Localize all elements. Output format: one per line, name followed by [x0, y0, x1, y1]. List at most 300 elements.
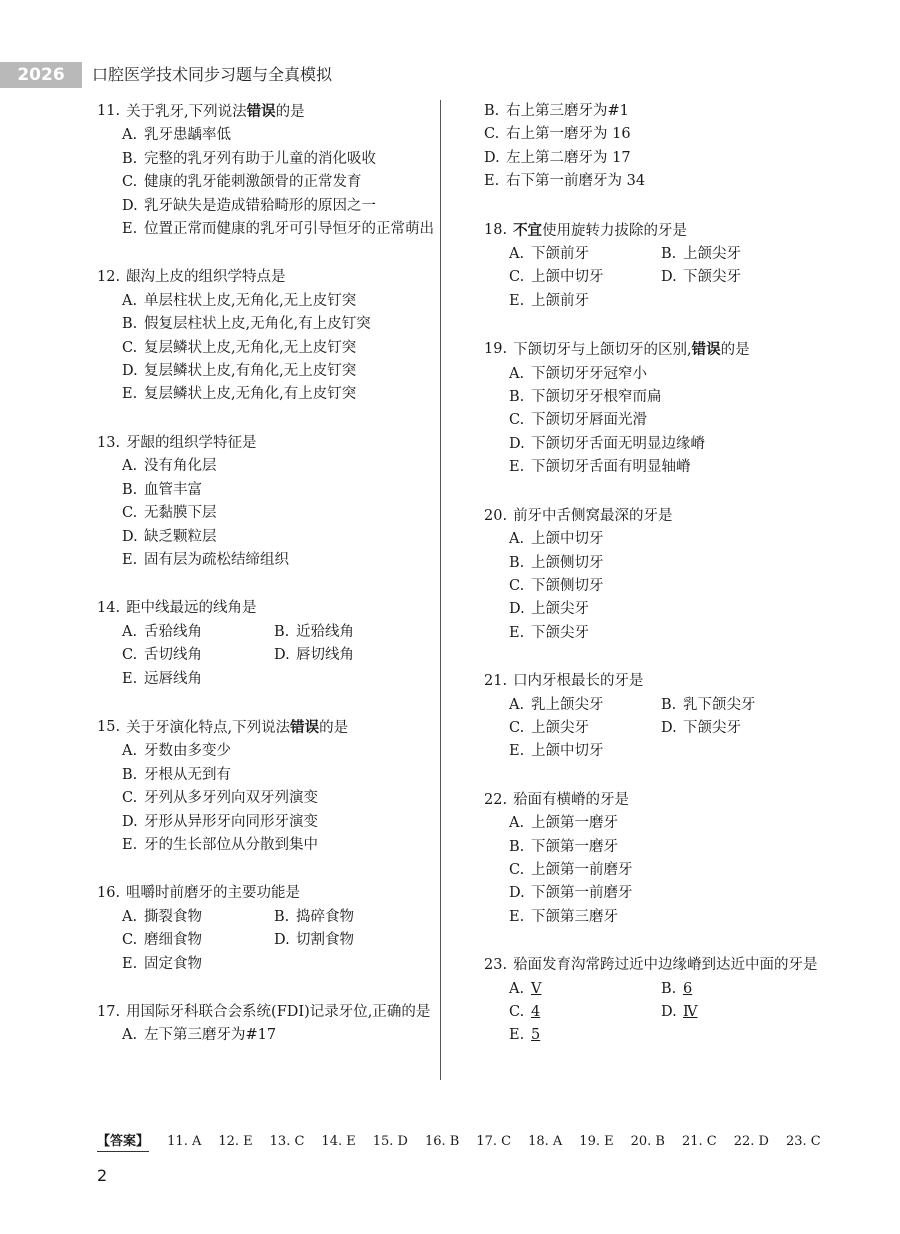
stem-text: 关于乳牙,下列说法	[126, 104, 247, 120]
question-number: 15.	[97, 718, 121, 735]
option-item	[509, 386, 829, 409]
option-letter: C.	[122, 932, 138, 949]
option-item	[122, 668, 424, 691]
stem-text: 的是	[275, 104, 305, 120]
option-text: 上颌中切牙	[531, 269, 604, 286]
option-letter: C.	[122, 505, 138, 522]
option-text: 固有层为疏松结缔组织	[144, 551, 289, 568]
option-letter: A.	[509, 365, 525, 382]
option-item	[509, 575, 829, 598]
question-text	[126, 100, 442, 124]
option-text: 上颌侧切牙	[531, 554, 604, 571]
option-item	[122, 906, 274, 929]
stem-text: 𬌗面发育沟常跨过近中边缘嵴到达近中面的牙是	[513, 957, 818, 974]
option-letter: C.	[122, 174, 138, 191]
stem-emphasis: 错误	[691, 341, 721, 359]
question-item	[97, 882, 442, 976]
option-text: 复层鳞状上皮,无角化,无上皮钉突	[144, 339, 357, 356]
stem-text: 咀嚼时前磨牙的主要功能是	[126, 885, 301, 902]
right-column	[484, 100, 829, 1073]
question-stem	[97, 1001, 442, 1024]
option-text: 左上第二磨牙为 17	[506, 149, 631, 166]
option-text: 位置正常而健康的乳牙可引导恒牙的正常萌出	[144, 221, 434, 238]
option-item	[509, 694, 661, 717]
option-letter: B.	[122, 766, 138, 783]
option-text: 牙列从多牙列向双牙列演变	[144, 790, 318, 807]
option-item	[122, 455, 442, 478]
option-item	[484, 123, 829, 146]
option-list	[509, 528, 829, 645]
question-stem	[484, 954, 829, 977]
option-item	[661, 978, 811, 1001]
option-text: 右下第一前磨牙为 34	[506, 173, 646, 190]
question-text	[513, 505, 829, 528]
option-text: 切割食物	[296, 932, 354, 949]
answer-key-label: 【答案】	[97, 1134, 149, 1152]
stem-text: 𬌗面有横嵴的牙是	[513, 791, 630, 808]
stem-emphasis: 错误	[290, 718, 320, 736]
question-item	[97, 1001, 442, 1048]
question-text	[126, 432, 442, 455]
option-item	[122, 290, 442, 313]
option-text: 上颌中切牙	[531, 743, 604, 760]
option-letter: D.	[509, 601, 525, 618]
option-item	[509, 882, 829, 905]
option-text: 6	[683, 980, 693, 997]
question-number: 22.	[484, 791, 508, 808]
option-letter: E.	[122, 386, 138, 403]
question-text	[513, 954, 829, 977]
option-item	[122, 621, 274, 644]
option-item	[509, 433, 829, 456]
option-letter: C.	[509, 861, 525, 878]
answer-item: 20. B	[630, 1134, 665, 1149]
question-text	[513, 789, 829, 812]
stem-text: 的是	[720, 342, 750, 359]
stem-text: 关于牙演化特点,下列说法	[126, 719, 291, 736]
option-text: 上颌前牙	[531, 292, 589, 309]
option-letter: C.	[509, 269, 525, 286]
question-text	[126, 716, 442, 740]
question-number: 17.	[97, 1004, 121, 1020]
option-letter: D.	[661, 269, 677, 286]
option-list	[509, 243, 829, 313]
question-number: 20.	[484, 507, 508, 524]
option-text: 下颌尖牙	[683, 269, 741, 286]
option-item	[122, 383, 442, 406]
option-letter: A.	[122, 458, 138, 475]
option-item	[122, 811, 442, 834]
option-list	[122, 1024, 442, 1047]
option-text: 舌𬌗线角	[144, 623, 202, 640]
option-text: 下颌切牙舌面有明显轴嵴	[531, 459, 691, 476]
option-list	[484, 100, 829, 194]
question-item	[97, 266, 442, 406]
option-item	[122, 740, 442, 763]
option-letter: D.	[122, 813, 138, 830]
option-letter: D.	[274, 932, 290, 949]
option-letter: D.	[122, 197, 138, 214]
option-text: Ⅴ	[531, 980, 542, 997]
option-text: 下颌前牙	[531, 246, 589, 263]
option-item	[122, 953, 424, 976]
option-letter: C.	[509, 719, 525, 736]
left-column	[97, 100, 442, 1073]
option-text: 没有角化层	[144, 458, 217, 475]
option-text: 右上第一磨牙为 16	[506, 126, 631, 143]
option-text: 牙根从无到有	[144, 766, 231, 783]
option-letter: C.	[509, 1004, 525, 1020]
option-letter: A.	[122, 623, 138, 640]
question-stem	[484, 670, 829, 693]
option-letter: C.	[122, 339, 138, 356]
option-item	[122, 360, 442, 383]
stem-emphasis: 错误	[246, 103, 276, 120]
option-text: 下颌切牙舌面无明显边缘嵴	[531, 435, 705, 452]
question-17-continued	[484, 100, 829, 194]
option-letter: A.	[509, 696, 525, 713]
option-item	[122, 644, 274, 667]
option-letter: E.	[509, 1027, 525, 1044]
option-letter: C.	[122, 790, 138, 807]
option-letter: D.	[484, 149, 500, 166]
option-item	[484, 147, 829, 170]
option-letter: E.	[509, 908, 525, 925]
question-stem	[97, 266, 442, 289]
question-text	[126, 597, 442, 620]
option-text: 左下第三磨牙为#17	[144, 1027, 277, 1044]
option-letter: D.	[661, 1004, 677, 1020]
option-item	[274, 929, 424, 952]
option-text: 5	[531, 1027, 541, 1044]
option-item	[122, 218, 442, 241]
stem-text: 距中线最远的线角是	[126, 600, 257, 617]
option-item	[509, 859, 829, 882]
option-item	[661, 266, 811, 289]
answer-item: 15. D	[372, 1134, 408, 1149]
question-text	[126, 882, 442, 905]
option-text: Ⅳ	[683, 1004, 698, 1020]
option-letter: D.	[122, 528, 138, 545]
option-letter: B.	[661, 696, 677, 713]
question-number: 14.	[97, 600, 121, 617]
option-text: 上颌第一前磨牙	[531, 861, 633, 878]
stem-text: 的是	[319, 719, 349, 736]
option-text: 撕裂食物	[144, 908, 202, 925]
option-item	[122, 124, 442, 147]
option-letter: D.	[661, 719, 677, 736]
option-item	[274, 644, 424, 667]
page-number: 2	[97, 1166, 108, 1185]
option-text: 乳牙患龋率低	[144, 127, 231, 144]
answer-item: 23. C	[785, 1134, 821, 1149]
option-text: 远唇线角	[144, 670, 202, 687]
option-item	[122, 313, 442, 336]
option-item	[509, 812, 829, 835]
option-text: 上颌尖牙	[683, 246, 741, 263]
option-list	[509, 363, 829, 480]
option-item	[509, 552, 829, 575]
option-letter: B.	[122, 150, 138, 167]
question-text	[513, 670, 829, 693]
option-item	[122, 787, 442, 810]
option-item	[509, 409, 829, 432]
book-title: 口腔医学技术同步习题与全真模拟	[92, 65, 333, 84]
option-text: 牙的生长部位从分散到集中	[144, 836, 318, 853]
option-text: 上颌尖牙	[531, 601, 589, 618]
option-list	[122, 621, 442, 691]
option-item	[484, 100, 829, 123]
option-item	[509, 717, 661, 740]
option-list	[122, 740, 442, 857]
option-letter: A.	[122, 743, 138, 760]
question-item	[484, 338, 829, 479]
option-letter: E.	[509, 624, 525, 641]
question-stem	[97, 882, 442, 905]
answer-item: 22. D	[733, 1134, 769, 1149]
stem-text: 牙龈的组织学特征是	[126, 434, 257, 451]
option-item	[509, 978, 661, 1001]
option-text: 缺乏颗粒层	[144, 528, 217, 545]
question-number: 13.	[97, 434, 121, 451]
option-item	[661, 1001, 811, 1024]
question-item	[484, 505, 829, 645]
option-item	[509, 528, 829, 551]
option-letter: E.	[484, 173, 500, 190]
option-item	[122, 479, 442, 502]
option-letter: E.	[509, 459, 525, 476]
option-list	[122, 290, 442, 407]
question-stem	[484, 219, 829, 243]
option-item	[274, 906, 424, 929]
question-text	[513, 338, 829, 362]
option-letter: D.	[509, 885, 525, 902]
option-text: 下颌第三磨牙	[531, 908, 618, 925]
option-letter: A.	[122, 1027, 138, 1044]
option-letter: C.	[122, 647, 138, 664]
option-letter: D.	[122, 363, 138, 380]
option-text: 乳牙缺失是造成错𬌗畸形的原因之一	[144, 197, 376, 214]
option-text: 下颌切牙牙根窄而扁	[531, 389, 662, 406]
question-number: 12.	[97, 269, 121, 286]
option-item	[509, 456, 829, 479]
stem-text: 龈沟上皮的组织学特点是	[126, 269, 286, 286]
option-list	[509, 694, 829, 764]
option-letter: C.	[484, 126, 500, 143]
option-list	[122, 124, 442, 241]
year-tab: 2026	[0, 62, 82, 88]
option-item	[509, 598, 829, 621]
option-item	[122, 764, 442, 787]
question-number: 11.	[97, 103, 121, 119]
option-item	[122, 148, 442, 171]
option-list	[122, 455, 442, 572]
option-letter: B.	[661, 980, 677, 997]
option-text: 牙形从异形牙向同形牙演变	[144, 813, 318, 830]
question-stem	[484, 789, 829, 812]
question-item	[97, 597, 442, 691]
option-text: 上颌中切牙	[531, 531, 604, 548]
question-stem	[97, 100, 442, 124]
question-item	[97, 432, 442, 572]
question-item	[484, 789, 829, 929]
option-item	[661, 717, 811, 740]
option-text: 乳下颌尖牙	[683, 696, 756, 713]
option-letter: B.	[484, 103, 500, 119]
option-text: 捣碎食物	[296, 908, 354, 925]
option-letter: B.	[274, 908, 290, 925]
option-item	[509, 266, 661, 289]
stem-text: 口内牙根最长的牙是	[513, 673, 644, 690]
stem-text: 下颌切牙与上颌切牙的区别,	[513, 342, 692, 359]
option-item	[509, 243, 661, 266]
option-item	[274, 621, 424, 644]
question-number: 21.	[484, 673, 508, 690]
question-number: 16.	[97, 885, 121, 902]
question-text	[126, 1001, 442, 1024]
option-list	[509, 978, 829, 1048]
option-letter: A.	[122, 292, 138, 309]
question-stem	[97, 432, 442, 455]
option-letter: B.	[509, 838, 525, 855]
option-letter: D.	[509, 435, 525, 452]
option-item	[122, 526, 442, 549]
option-text: 牙数由多变少	[144, 743, 231, 760]
option-text: 上颌第一磨牙	[531, 815, 618, 832]
stem-emphasis: 不宜	[513, 221, 543, 239]
stem-text: 用国际牙科联合会系统(FDI)记录牙位,正确的是	[126, 1004, 431, 1020]
option-item	[509, 836, 829, 859]
option-text: 下颌尖牙	[531, 624, 589, 641]
option-text: 下颌第一前磨牙	[531, 885, 633, 902]
option-list	[122, 906, 442, 976]
option-letter: E.	[122, 955, 138, 972]
option-letter: C.	[509, 412, 525, 429]
option-item	[509, 1024, 811, 1047]
option-text: 舌切线角	[144, 647, 202, 664]
option-text: 下颌尖牙	[683, 719, 741, 736]
question-stem	[97, 597, 442, 620]
option-text: 磨细食物	[144, 932, 202, 949]
option-item	[122, 549, 442, 572]
answer-item: 18. A	[528, 1134, 563, 1149]
option-letter: B.	[661, 246, 677, 263]
stem-text: 前牙中舌侧窝最深的牙是	[513, 507, 673, 524]
option-letter: A.	[509, 246, 525, 263]
answer-key	[97, 1130, 877, 1154]
answer-item: 13. C	[269, 1134, 305, 1149]
option-text: 复层鳞状上皮,有角化,无上皮钉突	[144, 363, 357, 380]
question-item	[97, 100, 442, 241]
option-item	[122, 195, 442, 218]
option-list	[509, 812, 829, 929]
answer-item: 12. E	[218, 1134, 253, 1149]
option-text: 下颌切牙唇面光滑	[531, 412, 647, 429]
option-text: 唇切线角	[296, 647, 354, 664]
option-item	[509, 622, 829, 645]
option-text: 近𬌗线角	[296, 623, 354, 640]
option-text: 下颌第一磨牙	[531, 838, 618, 855]
option-text: 完整的乳牙列有助于儿童的消化吸收	[144, 150, 376, 167]
answer-item: 16. B	[424, 1134, 460, 1149]
option-text: 复层鳞状上皮,无角化,有上皮钉突	[144, 386, 357, 403]
option-text: 右上第三磨牙为#1	[506, 103, 629, 119]
option-letter: B.	[509, 554, 525, 571]
option-item	[509, 906, 829, 929]
option-item	[661, 694, 811, 717]
question-item	[484, 670, 829, 764]
option-letter: E.	[122, 836, 138, 853]
option-letter: A.	[509, 815, 525, 832]
option-letter: A.	[509, 980, 525, 997]
option-item	[509, 363, 829, 386]
option-letter: B.	[122, 481, 138, 498]
answer-item: 21. C	[681, 1134, 717, 1149]
option-item	[122, 171, 442, 194]
option-item	[661, 243, 811, 266]
option-item	[122, 834, 442, 857]
option-letter: E.	[122, 551, 138, 568]
option-letter: D.	[274, 647, 290, 664]
option-text: 上颌尖牙	[531, 719, 589, 736]
option-text: 固定食物	[144, 955, 202, 972]
question-number: 18.	[484, 221, 508, 238]
option-text: 无黏膜下层	[144, 505, 217, 522]
answer-item: 19. E	[579, 1134, 614, 1149]
option-item	[122, 929, 274, 952]
option-item	[122, 337, 442, 360]
page-header	[0, 62, 900, 88]
option-text: 单层柱状上皮,无角化,无上皮钉突	[144, 292, 357, 309]
option-letter: A.	[122, 908, 138, 925]
question-stem	[484, 505, 829, 528]
option-letter: A.	[122, 127, 138, 144]
question-number: 19.	[484, 341, 508, 358]
option-item	[509, 1001, 661, 1024]
column-divider	[440, 100, 441, 1080]
option-text: 4	[531, 1004, 541, 1020]
stem-text: 使用旋转力拔除的牙是	[542, 222, 688, 239]
option-text: 健康的乳牙能刺激颌骨的正常发育	[144, 174, 362, 191]
option-letter: E.	[509, 292, 525, 309]
option-text: 下颌切牙牙冠窄小	[531, 365, 647, 382]
question-stem	[484, 338, 829, 362]
question-number: 23.	[484, 957, 508, 974]
option-letter: E.	[122, 670, 138, 687]
question-item	[484, 954, 829, 1048]
option-letter: B.	[122, 316, 138, 333]
option-text: 血管丰富	[144, 481, 202, 498]
option-text: 乳上颌尖牙	[531, 696, 604, 713]
option-item	[122, 1024, 442, 1047]
question-text	[126, 266, 442, 289]
option-letter: C.	[509, 577, 525, 594]
answer-item: 17. C	[476, 1134, 512, 1149]
option-text: 假复层柱状上皮,无角化,有上皮钉突	[144, 316, 371, 333]
option-item	[122, 502, 442, 525]
option-letter: E.	[122, 221, 138, 238]
question-stem	[97, 716, 442, 740]
answer-item: 11. A	[167, 1134, 202, 1149]
option-letter: A.	[509, 531, 525, 548]
option-letter: B.	[509, 389, 525, 406]
option-letter: E.	[509, 743, 525, 760]
option-item	[509, 740, 811, 763]
question-item	[97, 716, 442, 857]
answer-item: 14. E	[321, 1134, 356, 1149]
question-item	[484, 219, 829, 314]
option-letter: B.	[274, 623, 290, 640]
